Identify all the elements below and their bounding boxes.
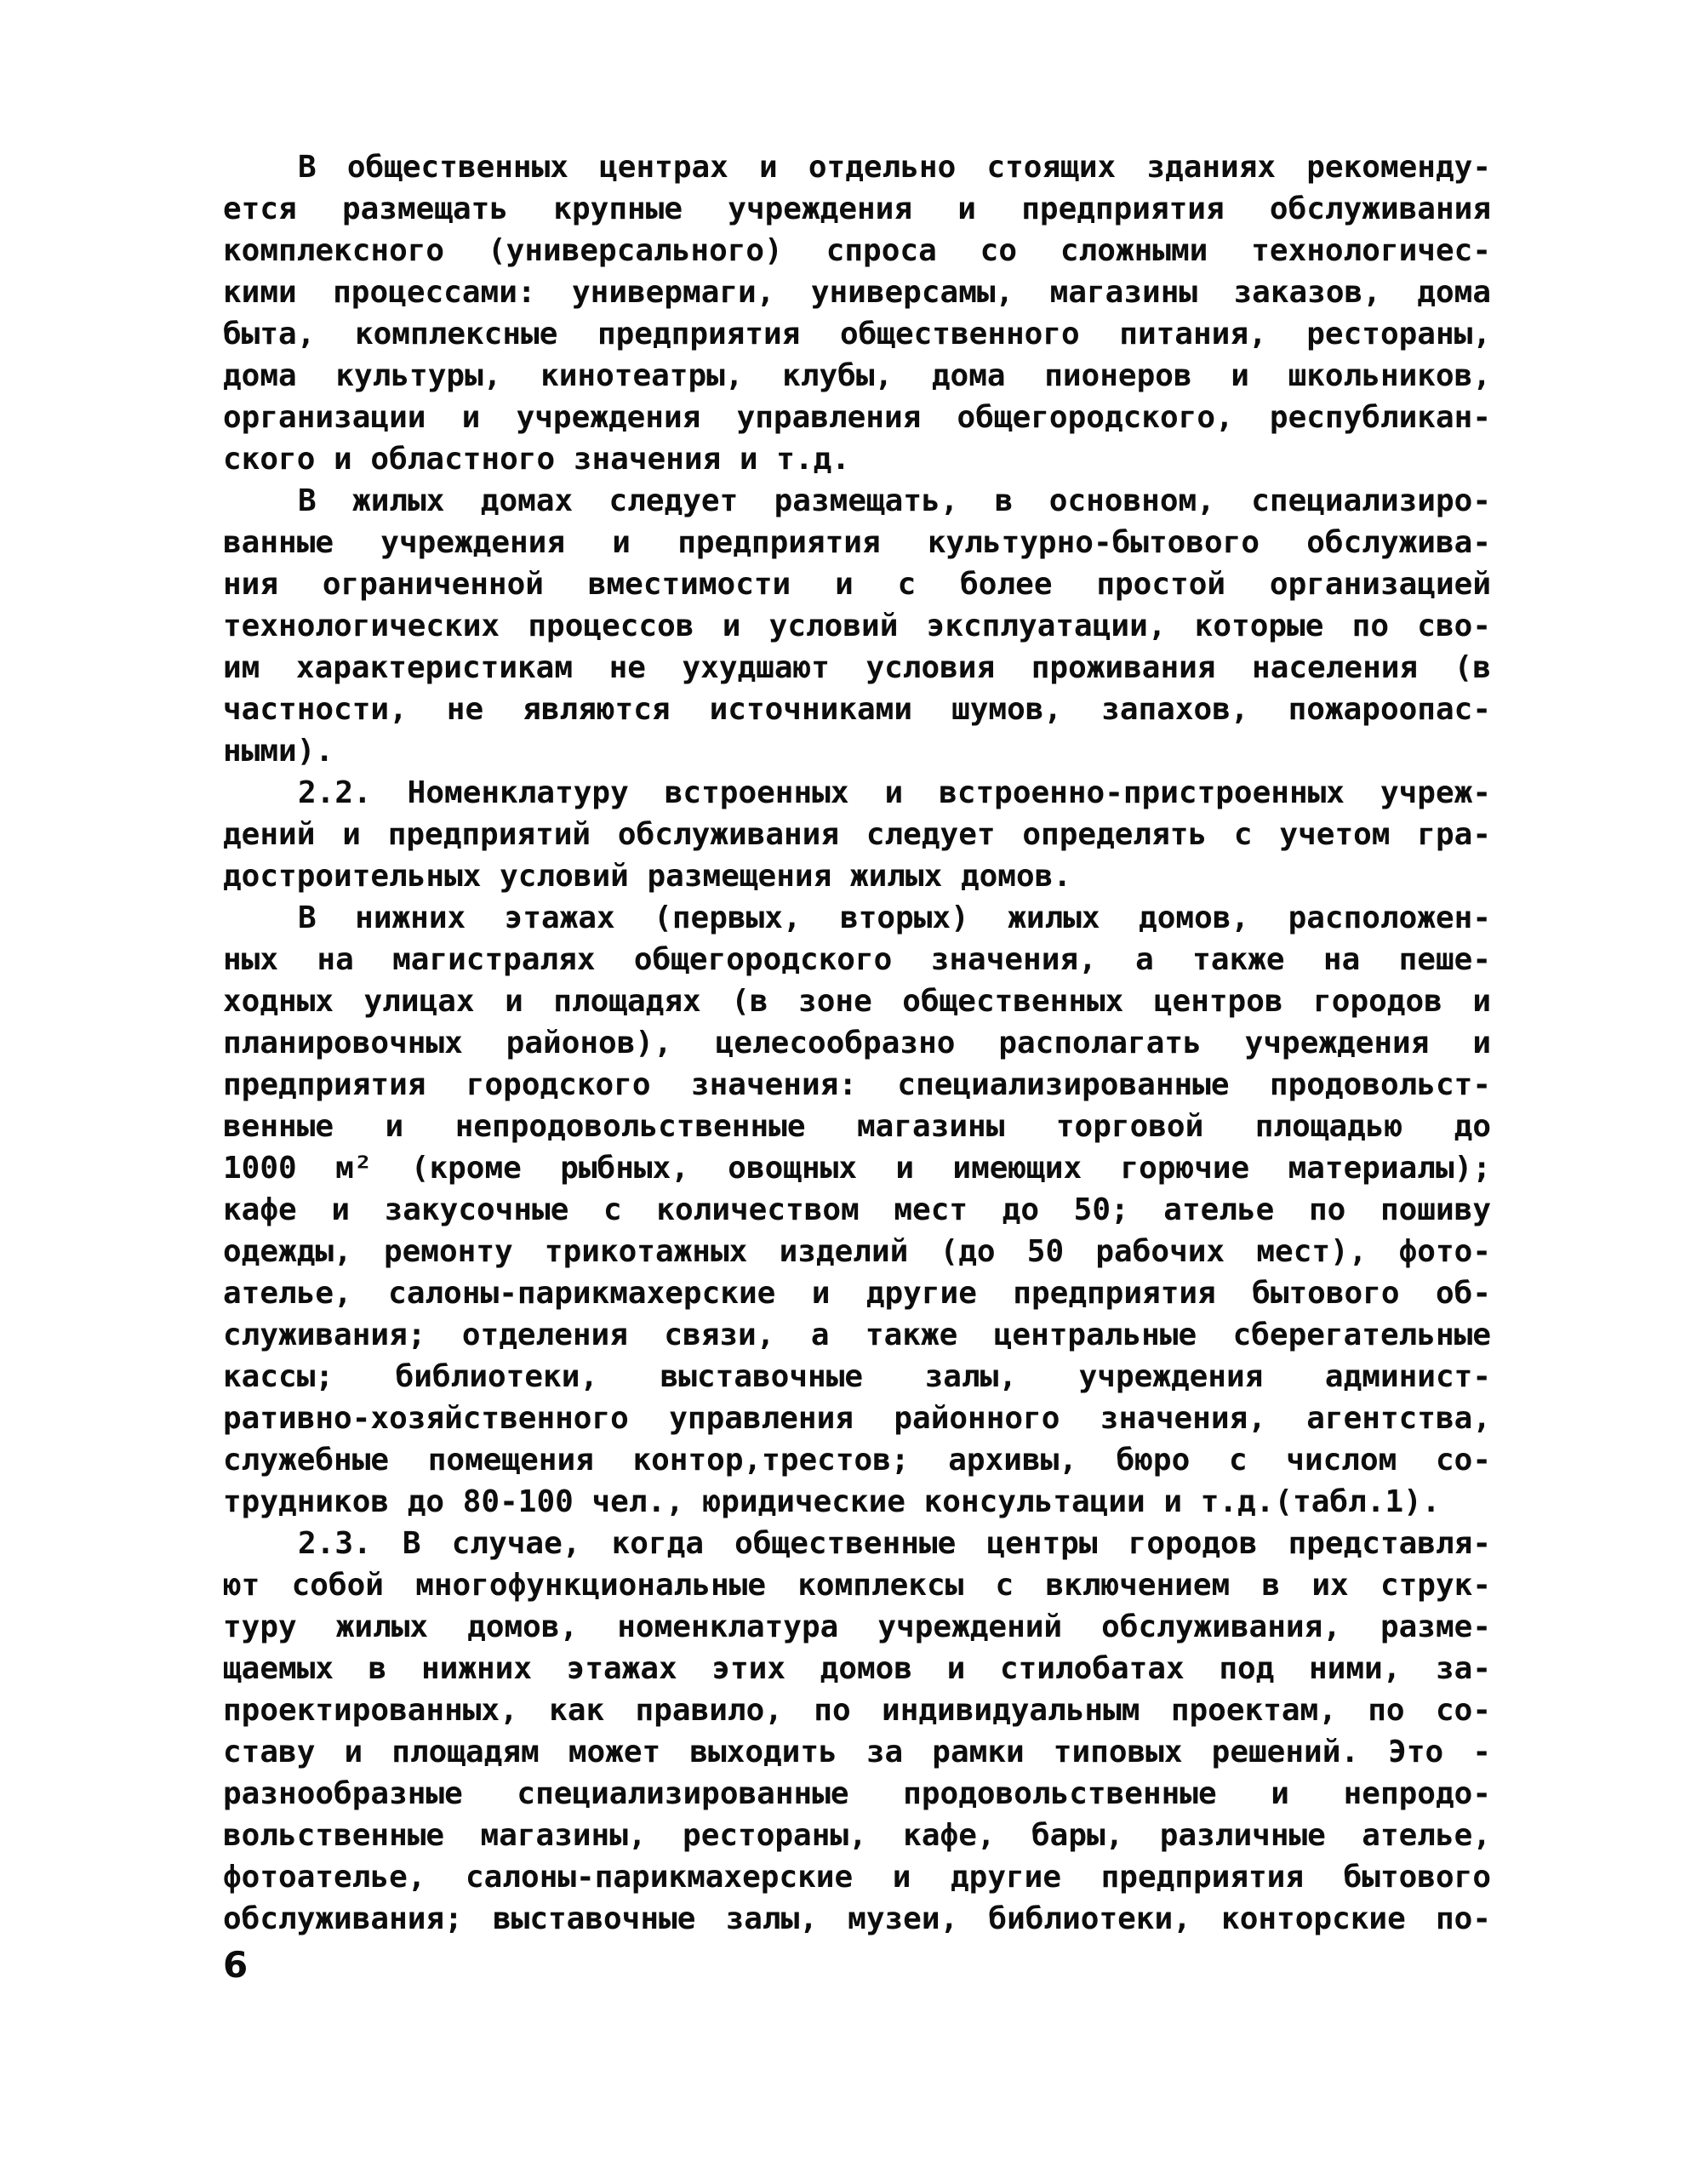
- text-line: кассы; библиотеки, выставочные залы, учреждения админист-: [223, 1359, 1491, 1394]
- text-line: В общественных центрах и отдельно стоящих зданиях рекоменду-: [298, 150, 1491, 185]
- text-line: разнообразные специализированные продовольственные и непродо-: [223, 1776, 1491, 1811]
- body-text: [223, 146, 1491, 1940]
- text-line: служебные помещения контор,трестов; архивы, бюро с числом со-: [223, 1443, 1491, 1478]
- text-line: 1000 м² (кроме рыбных, овощных и имеющих горючие материалы);: [223, 1151, 1491, 1186]
- text-line: венные и непродовольственные магазины торговой площадью до: [223, 1109, 1491, 1144]
- text-line: В жилых домах следует размещать, в основном, специализиро-: [298, 483, 1491, 518]
- text-line: В нижних этажах (первых, вторых) жилых домов, расположен-: [298, 900, 1491, 935]
- text-line: служивания; отделения связи, а также центральные сберегательные: [223, 1318, 1491, 1352]
- text-line: ративно-хозяйственного управления районного значения, агентства,: [223, 1401, 1491, 1436]
- text-line: проектированных, как правило, по индивидуальным проектам, по со-: [223, 1693, 1491, 1728]
- text-line: ют собой многофункциональные комплексы с включением в их струк-: [223, 1568, 1491, 1603]
- text-line: ходных улицах и площадях (в зоне общественных центров городов и: [223, 984, 1491, 1019]
- text-line: ется размещать крупные учреждения и предприятия обслуживания: [223, 192, 1491, 226]
- text-line: 2.2. Номенклатуру встроенных и встроенно-пристроенных учреж-: [298, 775, 1491, 810]
- text-line: ставу и площадям может выходить за рамки типовых решений. Это -: [223, 1735, 1491, 1769]
- text-line: трудников до 80-100 чел., юридические консультации и т.д.(табл.1).: [223, 1484, 1441, 1519]
- text-line: кафе и закусочные с количеством мест до 50; ателье по пошиву: [223, 1192, 1491, 1227]
- text-line: одежды, ремонту трикотажных изделий (до 50 рабочих мест), фото-: [223, 1234, 1491, 1269]
- text-line: ными).: [223, 734, 334, 769]
- text-line: частности, не являются источниками шумов, запахов, пожароопас-: [223, 692, 1491, 727]
- text-line: дома культуры, кинотеатры, клубы, дома пионеров и школьников,: [223, 358, 1491, 393]
- text-line: предприятия городского значения: специализированные продовольст-: [223, 1067, 1491, 1102]
- text-line: кими процессами: универмаги, универсамы, магазины заказов, дома: [223, 275, 1491, 310]
- page-number: 6: [223, 1944, 248, 1986]
- text-line: 2.3. В случае, когда общественные центры городов представля-: [298, 1526, 1491, 1561]
- text-line: достроительных условий размещения жилых домов.: [223, 859, 1071, 894]
- text-line: вольственные магазины, рестораны, кафе, бары, различные ателье,: [223, 1818, 1491, 1853]
- text-line: туру жилых домов, номенклатура учреждений обслуживания, разме-: [223, 1609, 1491, 1644]
- text-line: ния ограниченной вместимости и с более простой организацией: [223, 567, 1491, 602]
- text-line: фотоателье, салоны-парикмахерские и другие предприятия бытового: [223, 1860, 1491, 1895]
- text-line: комплексного (универсального) спроса со сложными технологичес-: [223, 233, 1491, 268]
- text-line: ского и областного значения и т.д.: [223, 442, 850, 477]
- text-line: щаемых в нижних этажах этих домов и стилобатах под ними, за-: [223, 1651, 1491, 1686]
- text-line: ателье, салоны-парикмахерские и другие предприятия бытового об-: [223, 1276, 1491, 1311]
- text-line: планировочных районов), целесообразно располагать учреждения и: [223, 1026, 1491, 1060]
- text-line: дений и предприятий обслуживания следует определять с учетом гра-: [223, 817, 1491, 852]
- text-line: быта, комплексные предприятия общественного питания, рестораны,: [223, 317, 1491, 352]
- text-line: ных на магистралях общегородского значения, а также на пеше-: [223, 942, 1491, 977]
- text-line: ванные учреждения и предприятия культурно-бытового обслужива-: [223, 525, 1491, 560]
- text-line: технологических процессов и условий эксплуатации, которые по сво-: [223, 609, 1491, 643]
- text-line: организации и учреждения управления общегородского, республикан-: [223, 400, 1491, 435]
- text-line: обслуживания; выставочные залы, музеи, библиотеки, конторские по-: [223, 1901, 1491, 1936]
- text-line: им характеристикам не ухудшают условия проживания населения (в: [223, 650, 1491, 685]
